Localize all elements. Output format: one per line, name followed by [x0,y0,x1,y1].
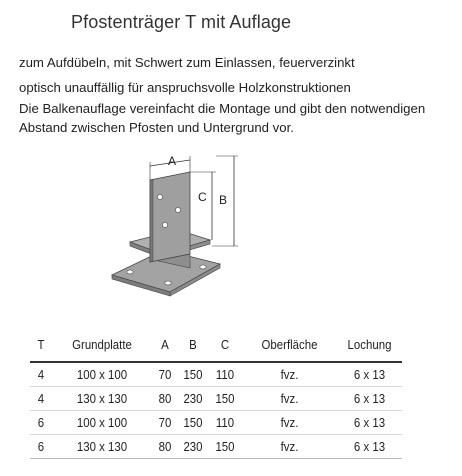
cell-a: 70 [154,362,177,387]
table-row [30,362,402,387]
cell-c: 110 [210,362,240,387]
table-row [30,411,402,435]
cell-c: 110 [210,411,240,435]
plate-hole [127,270,133,274]
cell-lochung: 6 x 13 [341,435,398,459]
header-b: B [189,336,197,352]
post-base-drawing [108,150,248,312]
cell-a: 70 [154,411,177,435]
header-oberflaeche: Oberfläche [261,336,318,352]
cell-t: 6 [31,435,50,459]
cell-t: 4 [31,387,50,411]
blade-hole [162,222,167,227]
description-line: Abstand zwischen Pfosten und Untergrund vor. [19,120,294,135]
header-t: T [37,336,45,352]
cell-lochung: 6 x 13 [341,362,398,387]
dimension-c-label: C [198,190,207,204]
cell-oberflaeche: fvz. [248,387,332,411]
cell-b: 230 [180,387,206,411]
cell-b: 150 [180,411,206,435]
cell-oberflaeche: fvz. [248,362,332,387]
cell-b: 230 [180,435,206,459]
blade-hole [157,194,162,199]
cell-lochung: 6 x 13 [341,387,398,411]
cell-t: 6 [31,411,50,435]
table-row [30,435,402,459]
header-c: C [220,336,230,352]
cell-b: 150 [180,362,206,387]
table-row [30,387,402,411]
description-line: zum Aufdübeln, mit Schwert zum Einlassen, feuerverzinkt [19,55,355,70]
cell-c: 150 [210,435,240,459]
header-a: A [161,336,169,352]
dimension-b-label: B [219,193,228,207]
plate-hole [200,265,206,269]
table-header-row [30,333,402,362]
cell-grundplatte: 100 x 100 [58,362,146,387]
header-lochung: Lochung [347,336,392,352]
cell-a: 80 [154,435,177,459]
cell-a: 80 [154,387,177,411]
cell-grundplatte: 100 x 100 [58,411,146,435]
plate-hole [165,281,171,285]
dimension-a-label: A [168,154,177,168]
cell-oberflaeche: fvz. [248,435,332,459]
header-grundplatte: Grundplatte [72,336,132,352]
blade-hole [175,207,180,212]
cell-c: 150 [210,387,240,411]
description-line: Die Balkenauflage vereinfacht die Montage und gibt den notwendigen [19,101,426,116]
cell-grundplatte: 130 x 130 [58,435,146,459]
page-title: Pfostenträger T mit Auflage [71,12,292,32]
cell-grundplatte: 130 x 130 [58,387,146,411]
description-line: optisch unauffällig für anspruchsvolle Holzkonstruktionen [19,80,351,95]
cell-t: 4 [31,362,50,387]
blade-edge [150,179,153,262]
spec-table [30,333,402,459]
cell-lochung: 6 x 13 [341,411,398,435]
cell-oberflaeche: fvz. [248,411,332,435]
blade [150,172,190,262]
